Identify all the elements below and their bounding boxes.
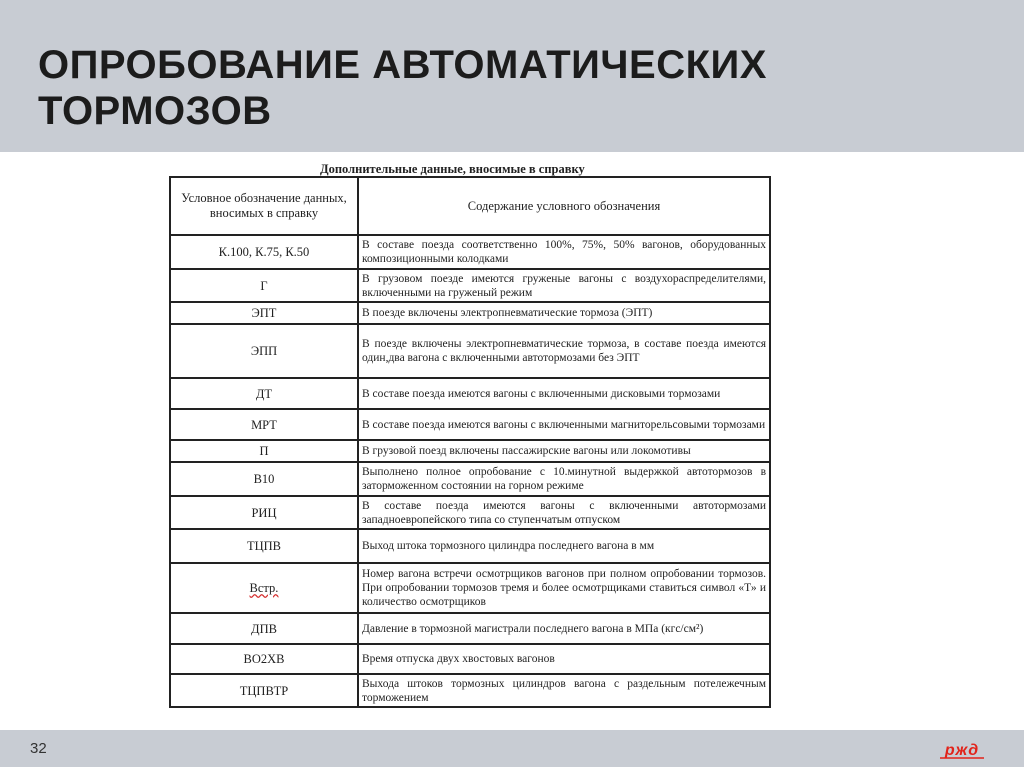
table-row <box>170 440 770 462</box>
footer-band <box>0 730 1024 767</box>
slide-title: ОПРОБОВАНИЕ АВТОМАТИЧЕСКИХ ТОРМОЗОВ <box>38 43 767 133</box>
row-code: ВО2ХВ <box>170 644 358 674</box>
row-desc: В поезде включены электропневматические тормоза (ЭПТ) <box>358 302 770 324</box>
table-row <box>170 563 770 613</box>
row-desc: Выход штока тормозного цилиндра последнего вагона в мм <box>358 529 770 563</box>
row-code: Г <box>170 269 358 302</box>
header-code: Условное обозначение данных, вносимых в справку <box>170 177 358 235</box>
table-row <box>170 644 770 674</box>
row-code: РИЦ <box>170 496 358 529</box>
row-code: ЭПП <box>170 324 358 378</box>
row-desc: Время отпуска двух хвостовых вагонов <box>358 644 770 674</box>
row-code: П <box>170 440 358 462</box>
table-row <box>170 529 770 563</box>
table-row <box>170 324 770 378</box>
row-code: Встр. <box>249 581 279 595</box>
row-code: ДПВ <box>170 613 358 644</box>
row-desc: В составе поезда имеются вагоны с включенными магниторельсовыми тормозами <box>358 409 770 440</box>
table-row <box>170 674 770 707</box>
row-desc: В составе поезда имеются вагоны с включенными автотормозами западноевропейского типа со ступенчатым отпуском <box>358 496 770 529</box>
table-header-row <box>170 177 770 235</box>
row-desc: Номер вагона встречи осмотрщиков вагонов при полном опробовании тормозов. При опробовании тормозов тремя и более осмотрщиками ставиться символ «Т» и количество осмотрщиков <box>358 563 770 613</box>
table-row <box>170 269 770 302</box>
row-code: ТЦПВТР <box>170 674 358 707</box>
row-desc: В составе поезда соответственно 100%, 75%, 50% вагонов, оборудованных композиционными колодками <box>358 235 770 269</box>
row-desc: Выполнено полное опробование с 10.минутной выдержкой автотормозов в заторможенном состоянии на горном режиме <box>358 462 770 496</box>
table-row <box>170 235 770 269</box>
table-row <box>170 409 770 440</box>
document-scan <box>0 152 1024 730</box>
designations-table <box>169 176 771 708</box>
row-code: В10 <box>170 462 358 496</box>
row-code: МРТ <box>170 409 358 440</box>
page-number: 32 <box>30 740 47 757</box>
row-desc: Выхода штоков тормозных цилиндров вагона с раздельным потележечным торможением <box>358 674 770 707</box>
table-row <box>170 613 770 644</box>
row-code: ДТ <box>170 378 358 409</box>
row-code: ЭПТ <box>170 302 358 324</box>
table-row <box>170 496 770 529</box>
table-caption: Дополнительные данные, вносимые в справку <box>320 162 585 176</box>
title-band <box>0 0 1024 152</box>
row-code: К.100, К.75, К.50 <box>170 235 358 269</box>
table-row <box>170 462 770 496</box>
row-desc: В поезде включены электропневматические тормоза, в составе поезда имеются один,два вагона с включенными автотормозами без ЭПТ <box>358 324 770 378</box>
row-code: ТЦПВ <box>170 529 358 563</box>
row-desc: В составе поезда имеются вагоны с включенными дисковыми тормозами <box>358 378 770 409</box>
rzd-logo-icon <box>934 736 990 762</box>
row-desc: Давление в тормозной магистрали последнего вагона в МПа (кгс/см²) <box>358 613 770 644</box>
svg-text:ржд: ржд <box>944 742 980 759</box>
table-row <box>170 302 770 324</box>
header-desc: Содержание условного обозначения <box>358 177 770 235</box>
table-row <box>170 378 770 409</box>
row-desc: В грузовой поезд включены пассажирские вагоны или локомотивы <box>358 440 770 462</box>
row-desc: В грузовом поезде имеются груженые вагоны с воздухораспределителями, включенными на груженый режим <box>358 269 770 302</box>
